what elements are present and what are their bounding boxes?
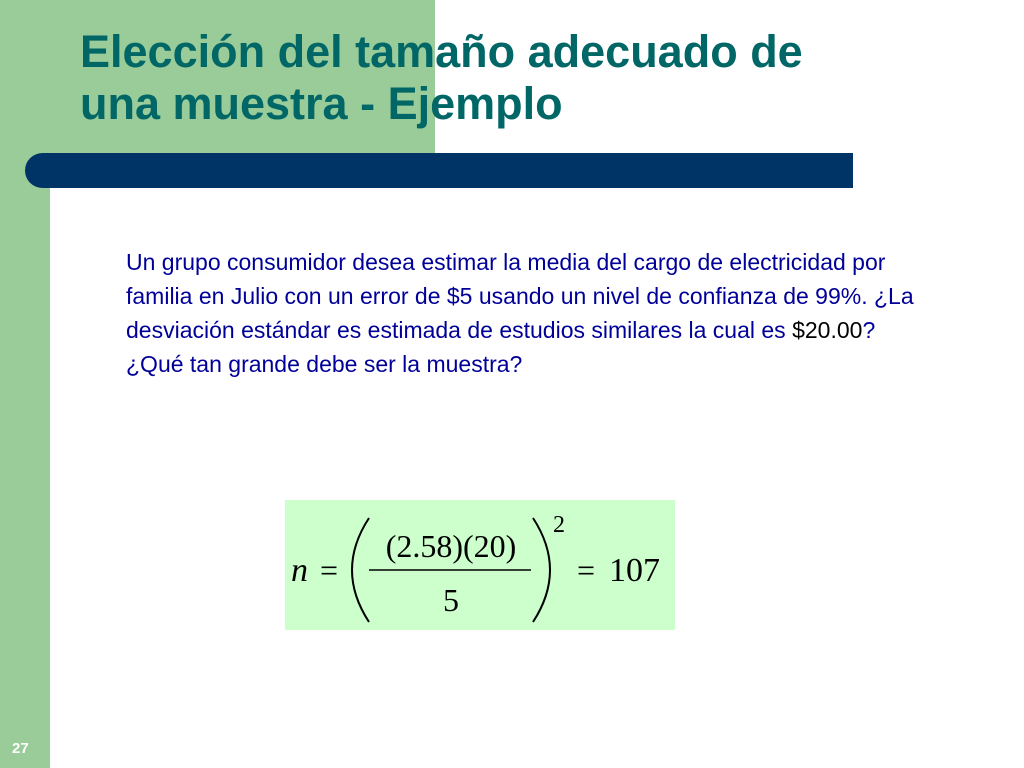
problem-text-part-1: Un grupo consumidor desea estimar la media del cargo de electricidad por familia en Julio con un error de $5 usando un nivel de confianza de 99%. ¿La desviación estándar es estimada de estudios similares la cual es (126, 249, 914, 343)
formula-exponent: 2 (553, 512, 565, 538)
title-line-2: una muestra - Ejemplo (80, 78, 563, 129)
formula-result: 107 (609, 552, 660, 589)
formula-variable: n (291, 552, 308, 589)
left-accent-bar (0, 0, 50, 768)
result-equals-sign: = (577, 552, 596, 588)
formula-box (285, 500, 675, 630)
formula-equals-sign: = (320, 552, 339, 588)
sample-size-formula (285, 500, 675, 630)
std-dev-value: $20.00 (792, 317, 863, 343)
problem-text-part-2: ? ¿Qué tan grande debe ser la muestra? (126, 317, 876, 377)
right-parenthesis (533, 518, 550, 622)
formula-numerator: (2.58)(20) (385, 528, 517, 564)
formula-denominator: 5 (443, 582, 459, 618)
problem-statement (126, 245, 916, 381)
title-divider-bar (25, 153, 853, 188)
slide-title (80, 26, 960, 130)
left-parenthesis (352, 518, 369, 622)
title-line-1: Elección del tamaño adecuado de (80, 26, 803, 77)
slide-number: 27 (12, 740, 29, 757)
